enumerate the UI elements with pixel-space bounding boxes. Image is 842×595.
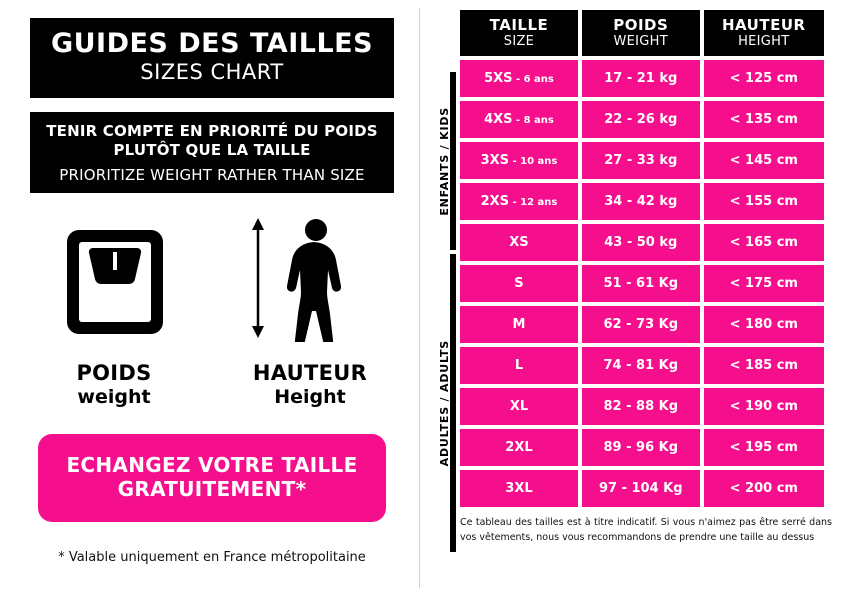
size-age: - 6 ans [512, 74, 554, 85]
sizes-table-head [460, 10, 824, 56]
size-value: 2XS [480, 194, 510, 209]
cell-size [460, 60, 578, 97]
priority-note-fr-line2: PLUTÔT QUE LA TAILLE [113, 141, 311, 160]
panel-divider [419, 8, 420, 588]
header-weight [582, 10, 700, 56]
cell-size: 2XL [460, 429, 578, 466]
cell-height: < 200 cm [704, 470, 824, 507]
group-label-kids-text: ENFANTS / KIDS [437, 106, 451, 216]
header-size [460, 10, 578, 56]
table-footnote: Ce tableau des tailles est à titre indicatif. Si vous n'aimez pas être serré dans vos vêtements, nous vous recommandons de prendre une taille au dessus [460, 517, 832, 543]
cell-weight: 97 - 104 Kg [582, 470, 700, 507]
header-size-en: SIZE [503, 34, 535, 49]
table-row [460, 347, 824, 384]
size-age: - 8 ans [512, 115, 554, 126]
group-label-adults [432, 254, 456, 552]
cell-weight: 22 - 26 kg [582, 101, 700, 138]
cta-line2: GRATUITEMENT* [117, 476, 307, 501]
weight-label-cell [44, 361, 184, 408]
weight-label-fr: POIDS [76, 360, 152, 385]
size-value: 3XS [480, 153, 510, 168]
size-age: - 12 ans [509, 197, 558, 208]
table-row [460, 60, 824, 97]
cell-height: < 190 cm [704, 388, 824, 425]
page-subtitle: SIZES CHART [140, 60, 284, 85]
right-panel [432, 10, 832, 545]
table-row [460, 265, 824, 302]
cell-size [460, 183, 578, 220]
icons-row [30, 217, 394, 347]
table-row [460, 429, 824, 466]
cell-weight: 17 - 21 kg [582, 60, 700, 97]
header-height-en: HEIGHT [738, 34, 790, 49]
cell-size: 3XL [460, 470, 578, 507]
cell-weight: 82 - 88 Kg [582, 388, 700, 425]
cell-weight: 74 - 81 Kg [582, 347, 700, 384]
sizes-table-body [460, 60, 824, 507]
cell-size [460, 101, 578, 138]
cell-size: M [460, 306, 578, 343]
size-age: - 10 ans [509, 156, 558, 167]
header-height-fr: HAUTEUR [721, 16, 806, 34]
size-value: 4XS [484, 112, 513, 127]
size-value: 5XS [484, 71, 513, 86]
icon-labels-row [30, 361, 394, 408]
height-label-fr: HAUTEUR [252, 360, 368, 385]
priority-note-fr-line1: TENIR COMPTE EN PRIORITÉ DU POIDS [46, 122, 378, 141]
table-row [460, 388, 824, 425]
table-row [460, 306, 824, 343]
table-header-row [460, 10, 824, 56]
height-label-en: Height [274, 385, 346, 408]
scale-icon [49, 222, 179, 342]
weight-icon-cell [44, 222, 184, 347]
body-height-icon [240, 212, 380, 342]
header-weight-fr: POIDS [613, 16, 669, 34]
header-weight-en: WEIGHT [613, 34, 668, 49]
table-wrap [432, 10, 832, 507]
sizes-table [456, 6, 828, 511]
cell-height: < 135 cm [704, 101, 824, 138]
cell-height: < 155 cm [704, 183, 824, 220]
height-label-cell [240, 361, 380, 408]
title-box [30, 18, 394, 98]
group-labels [432, 10, 456, 507]
cell-weight: 27 - 33 kg [582, 142, 700, 179]
table-row [460, 183, 824, 220]
cell-height: < 125 cm [704, 60, 824, 97]
cell-weight: 34 - 42 kg [582, 183, 700, 220]
cell-size: XS [460, 224, 578, 261]
cell-size [460, 142, 578, 179]
priority-note-en: PRIORITIZE WEIGHT RATHER THAN SIZE [59, 165, 365, 184]
table-row [460, 224, 824, 261]
exchange-size-banner[interactable] [38, 434, 386, 522]
page-title: GUIDES DES TAILLES [50, 28, 374, 59]
table-row [460, 470, 824, 507]
cell-weight: 43 - 50 kg [582, 224, 700, 261]
cell-weight: 51 - 61 Kg [582, 265, 700, 302]
cell-height: < 195 cm [704, 429, 824, 466]
cell-weight: 62 - 73 Kg [582, 306, 700, 343]
cell-height: < 180 cm [704, 306, 824, 343]
cell-height: < 165 cm [704, 224, 824, 261]
cell-size: S [460, 265, 578, 302]
group-label-kids [432, 72, 456, 250]
cell-height: < 145 cm [704, 142, 824, 179]
left-footnote: * Valable uniquement en France métropolitaine [58, 549, 366, 565]
table-row [460, 142, 824, 179]
weight-label-en: weight [77, 385, 151, 408]
cta-line1: ECHANGEZ VOTRE TAILLE [66, 452, 358, 477]
table-row [460, 101, 824, 138]
header-size-fr: TAILLE [489, 16, 549, 34]
height-icon-cell [240, 212, 380, 347]
cell-size: L [460, 347, 578, 384]
cell-weight: 89 - 96 Kg [582, 429, 700, 466]
priority-note-box [30, 112, 394, 193]
cell-size: XL [460, 388, 578, 425]
left-panel [0, 0, 418, 595]
header-height [704, 10, 824, 56]
cell-height: < 175 cm [704, 265, 824, 302]
cell-height: < 185 cm [704, 347, 824, 384]
group-label-adults-text: ADULTES / ADULTS [437, 339, 451, 467]
